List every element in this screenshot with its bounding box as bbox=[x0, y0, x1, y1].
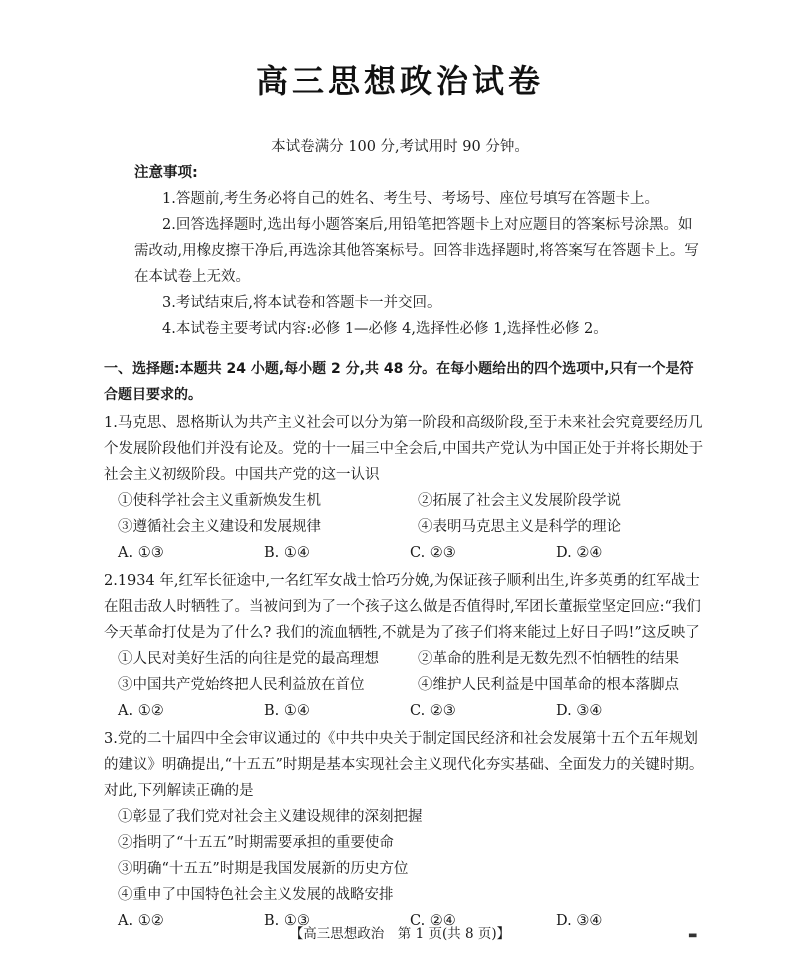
option-row bbox=[104, 488, 704, 514]
option-item: ③明确“十五五”时期是我国发展新的历史方位 bbox=[118, 861, 409, 877]
option-item: ④表明马克思主义是科学的理论 bbox=[418, 519, 621, 535]
page-footer: 【高三思想政治 第 1 页(共 8 页)】 bbox=[289, 926, 511, 942]
answer-choice: A. ①② bbox=[118, 703, 164, 719]
question-1 bbox=[104, 410, 704, 566]
option-row bbox=[104, 514, 704, 540]
answer-choices bbox=[104, 698, 704, 724]
option-item: ④维护人民利益是中国革命的根本落脚点 bbox=[418, 677, 679, 693]
notice-item: 3.考试结束后,将本试卷和答题卡一并交回。 bbox=[162, 295, 442, 311]
answer-choice: D. ③④ bbox=[556, 913, 603, 929]
option-item: ②拓展了社会主义发展阶段学说 bbox=[418, 493, 621, 509]
question-3 bbox=[104, 726, 704, 934]
answer-choice: B. ①④ bbox=[264, 703, 310, 719]
option-item: ②革命的胜利是无数先烈不怕牺牲的结果 bbox=[418, 651, 679, 667]
notice-item: 4.本试卷主要考试内容:必修 1—必修 4,选择性必修 1,选择性必修 2。 bbox=[162, 321, 608, 337]
option-item: ④重申了中国特色社会主义发展的战略安排 bbox=[118, 887, 394, 903]
notice-item: 2.回答选择题时,选出每小题答案后,用铅笔把答题卡上对应题目的答案标号涂黑。如需改动,用橡皮擦干净后,再选涂其他答案标号。回答非选择题时,将答案写在答题卡上。写在本试卷上无效。 bbox=[134, 217, 699, 285]
corner-mark: ▬ bbox=[688, 930, 698, 941]
option-item: ②指明了“十五五”时期需要承担的重要使命 bbox=[118, 835, 394, 851]
answer-choice: B. ①③ bbox=[264, 913, 310, 929]
answer-choice: D. ③④ bbox=[556, 703, 603, 719]
option-row bbox=[104, 672, 704, 698]
option-item: ③遵循社会主义建设和发展规律 bbox=[118, 519, 321, 535]
answer-choice: D. ②④ bbox=[556, 545, 603, 561]
option-row bbox=[104, 646, 704, 672]
option-item: ①彰显了我们党对社会主义建设规律的深刻把握 bbox=[118, 809, 423, 825]
question-2 bbox=[104, 568, 704, 724]
answer-choice: C. ②④ bbox=[410, 913, 456, 929]
option-item: ③中国共产党始终把人民利益放在首位 bbox=[118, 677, 365, 693]
page-title: 高三思想政治试卷 bbox=[255, 62, 544, 100]
question-stem: 2.1934 年,红军长征途中,一名红军女战士恰巧分娩,为保证孩子顺利出生,许多英勇的红军战士在阻击敌人时牺牲了。当被问到为了一个孩子这么做是否值得时,军团长董振堂坚定回应:“我们今天革命打仗是为了什么? 我们的流血牺牲,不就是为了孩子们将来能过上好日子吗!”这反映了 bbox=[104, 573, 701, 641]
exam-body bbox=[104, 160, 704, 934]
section-heading: 一、选择题:本题共 24 小题,每小题 2 分,共 48 分。在每小题给出的四个选项中,只有一个是符合题目要求的。 bbox=[104, 361, 694, 403]
answer-choice: C. ②③ bbox=[410, 703, 456, 719]
question-stem: 3.党的二十届四中全会审议通过的《中共中央关于制定国民经济和社会发展第十五个五年规划的建议》明确提出,“十五五”时期是基本实现社会主义现代化夯实基础、全面发力的关键时期。对此,下列解读正确的是 bbox=[104, 731, 704, 799]
option-item: ①使科学社会主义重新焕发生机 bbox=[118, 493, 321, 509]
option-item: ①人民对美好生活的向往是党的最高理想 bbox=[118, 651, 379, 667]
exam-info: 本试卷满分 100 分,考试用时 90 分钟。 bbox=[271, 139, 529, 155]
answer-choice: A. ①② bbox=[118, 913, 164, 929]
answer-choice: A. ①③ bbox=[118, 545, 164, 561]
answer-choice: B. ①④ bbox=[264, 545, 310, 561]
answer-choices bbox=[104, 540, 704, 566]
notice-item: 1.答题前,考生务必将自己的姓名、考生号、考场号、座位号填写在答题卡上。 bbox=[162, 191, 659, 207]
answer-choice: C. ②③ bbox=[410, 545, 456, 561]
notice-heading: 注意事项: bbox=[134, 165, 198, 181]
question-stem: 1.马克思、恩格斯认为共产主义社会可以分为第一阶段和高级阶段,至于未来社会究竟要经历几个发展阶段他们并没有论及。党的十一届三中全会后,中国共产党认为中国正处于并将长期处于社会主义初级阶段。中国共产党的这一认识 bbox=[104, 415, 704, 483]
